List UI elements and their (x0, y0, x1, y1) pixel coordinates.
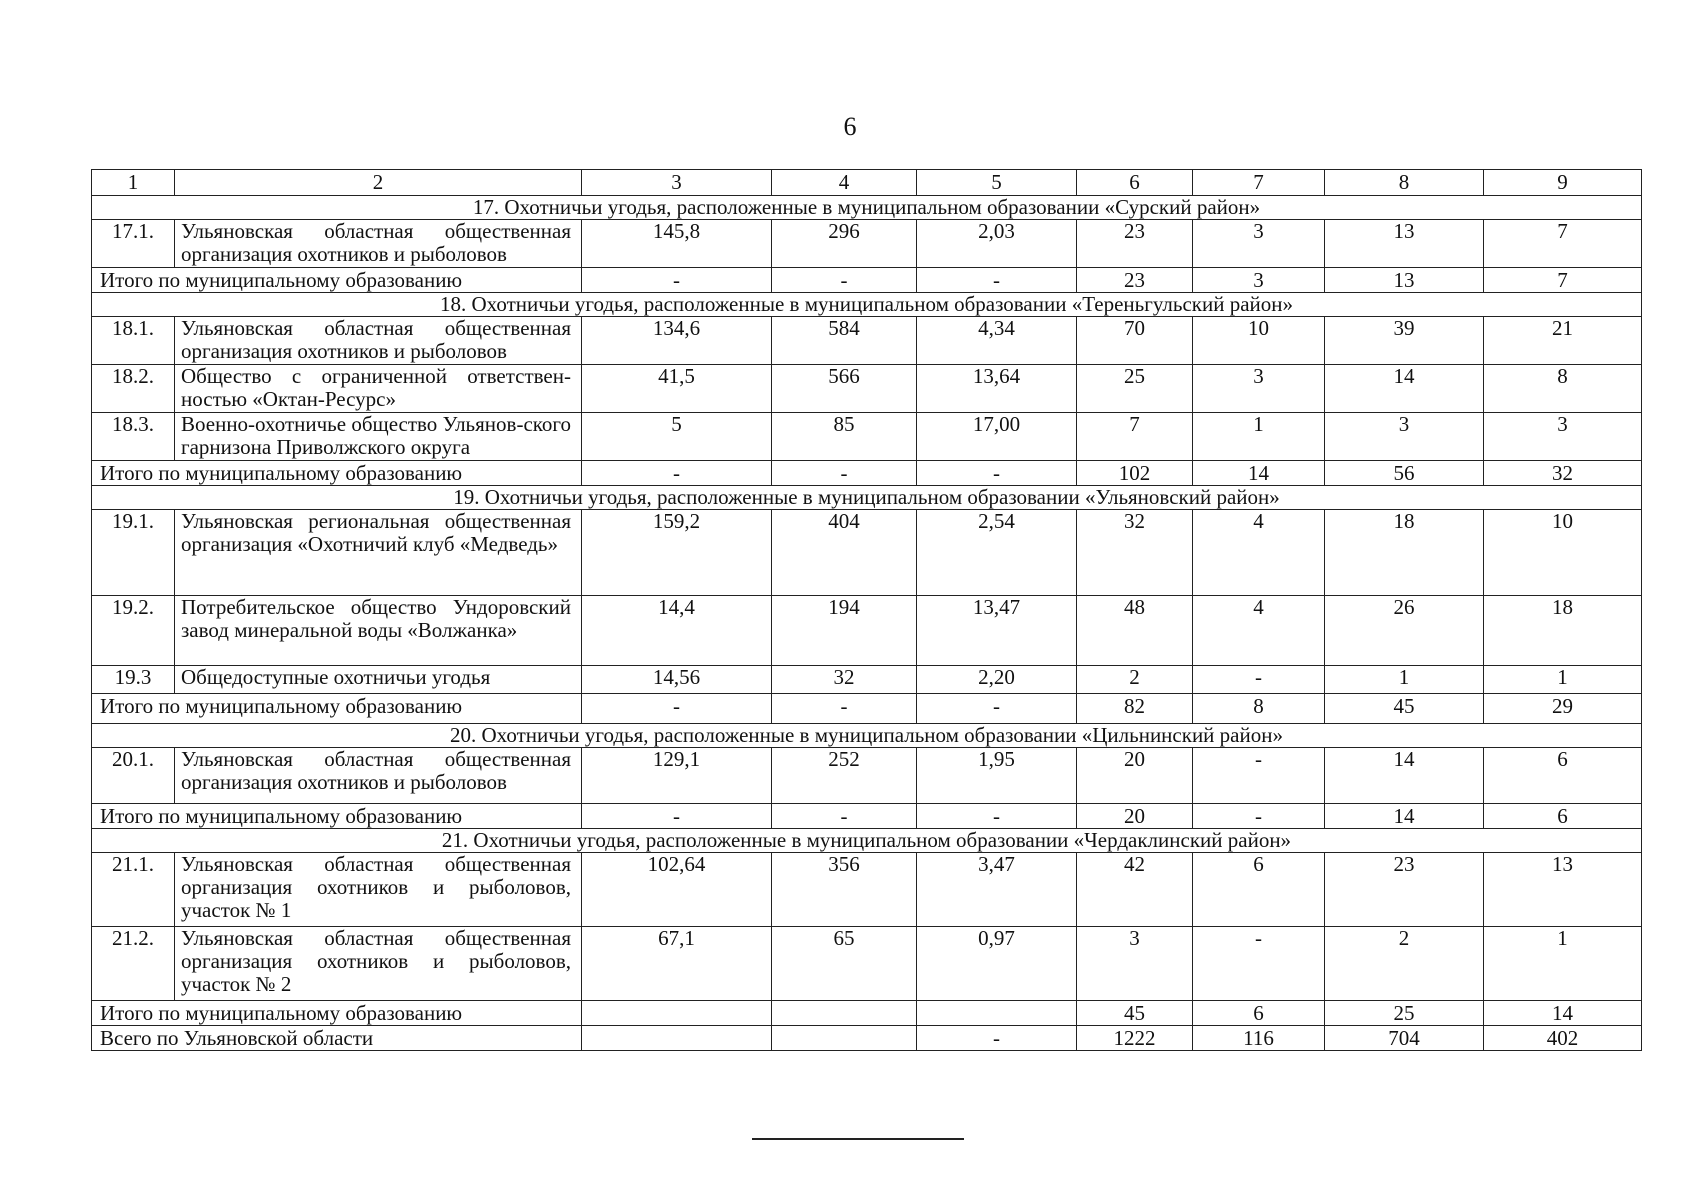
organization-name: Общество с ограниченной ответствен-ностью «Октан-Ресурс» (175, 365, 582, 413)
table-row (92, 510, 1642, 596)
cell-col3 (582, 1026, 772, 1051)
cell-col9: 7 (1484, 220, 1642, 268)
subtotal-label: Итого по муниципальному образованию (92, 694, 582, 724)
subtotal-label: Итого по муниципальному образованию (92, 268, 582, 293)
cell-col7: - (1193, 804, 1325, 829)
table-row (92, 853, 1642, 927)
cell-col5: 2,03 (917, 220, 1077, 268)
column-header: 7 (1193, 170, 1325, 196)
cell-col7: 3 (1193, 220, 1325, 268)
cell-col6: 1222 (1077, 1026, 1193, 1051)
cell-col7: 8 (1193, 694, 1325, 724)
cell-col5 (917, 1001, 1077, 1026)
cell-col3: 67,1 (582, 927, 772, 1001)
hunting-grounds-table (91, 169, 1642, 1051)
cell-col9: 21 (1484, 317, 1642, 365)
table-row (92, 317, 1642, 365)
cell-col3: 14,56 (582, 666, 772, 694)
cell-col8: 23 (1325, 853, 1484, 927)
cell-col3: - (582, 804, 772, 829)
section-title: 21. Охотничьи угодья, расположенные в муниципальном образовании «Чердаклинский район» (92, 829, 1642, 853)
row-number: 18.2. (92, 365, 175, 413)
cell-col8: 14 (1325, 804, 1484, 829)
cell-col8: 13 (1325, 268, 1484, 293)
cell-col3: 102,64 (582, 853, 772, 927)
cell-col4: - (772, 804, 917, 829)
cell-col9: 8 (1484, 365, 1642, 413)
row-number: 19.1. (92, 510, 175, 596)
cell-col5: 13,64 (917, 365, 1077, 413)
cell-col8: 45 (1325, 694, 1484, 724)
cell-col4: 194 (772, 596, 917, 666)
organization-name: Военно-охотничье общество Ульянов-ского гарнизона Приволжского округа (175, 413, 582, 461)
row-number: 21.1. (92, 853, 175, 927)
column-header: 8 (1325, 170, 1484, 196)
cell-col5: 17,00 (917, 413, 1077, 461)
row-number: 17.1. (92, 220, 175, 268)
section-title-row (92, 486, 1642, 510)
cell-col8: 13 (1325, 220, 1484, 268)
cell-col7: - (1193, 748, 1325, 804)
cell-col9: 1 (1484, 927, 1642, 1001)
subtotal-label: Итого по муниципальному образованию (92, 804, 582, 829)
cell-col4: 252 (772, 748, 917, 804)
cell-col3: 129,1 (582, 748, 772, 804)
cell-col4: - (772, 461, 917, 486)
table-row (92, 220, 1642, 268)
table-row (92, 927, 1642, 1001)
cell-col5: 2,20 (917, 666, 1077, 694)
cell-col4: - (772, 694, 917, 724)
cell-col6: 7 (1077, 413, 1193, 461)
cell-col5: - (917, 268, 1077, 293)
column-number-row (92, 170, 1642, 196)
cell-col5: 0,97 (917, 927, 1077, 1001)
column-header: 1 (92, 170, 175, 196)
cell-col6: 20 (1077, 748, 1193, 804)
cell-col6: 102 (1077, 461, 1193, 486)
organization-name: Ульяновская областная общественная организация охотников и рыболовов, участок № 2 (175, 927, 582, 1001)
table-row (92, 365, 1642, 413)
cell-col3: - (582, 268, 772, 293)
section-title-row (92, 829, 1642, 853)
cell-col9: 3 (1484, 413, 1642, 461)
cell-col6: 48 (1077, 596, 1193, 666)
cell-col7: 1 (1193, 413, 1325, 461)
cell-col5: 4,34 (917, 317, 1077, 365)
cell-col8: 14 (1325, 748, 1484, 804)
cell-col6: 23 (1077, 268, 1193, 293)
cell-col8: 26 (1325, 596, 1484, 666)
cell-col9: 6 (1484, 748, 1642, 804)
cell-col7: 4 (1193, 596, 1325, 666)
cell-col6: 25 (1077, 365, 1193, 413)
cell-col7: 14 (1193, 461, 1325, 486)
cell-col5: 3,47 (917, 853, 1077, 927)
cell-col4: 32 (772, 666, 917, 694)
cell-col9: 13 (1484, 853, 1642, 927)
cell-col3: - (582, 461, 772, 486)
cell-col3: 159,2 (582, 510, 772, 596)
cell-col4: - (772, 268, 917, 293)
cell-col9: 6 (1484, 804, 1642, 829)
subtotal-row (92, 694, 1642, 724)
row-number: 18.1. (92, 317, 175, 365)
cell-col7: 6 (1193, 1001, 1325, 1026)
cell-col7: 6 (1193, 853, 1325, 927)
page-number: 6 (843, 112, 857, 141)
organization-name: Ульяновская областная общественная организация охотников и рыболовов (175, 748, 582, 804)
column-header: 5 (917, 170, 1077, 196)
cell-col3: 134,6 (582, 317, 772, 365)
subtotal-label: Итого по муниципальному образованию (92, 1001, 582, 1026)
column-header: 2 (175, 170, 582, 196)
cell-col8: 39 (1325, 317, 1484, 365)
cell-col4: 404 (772, 510, 917, 596)
row-number: 18.3. (92, 413, 175, 461)
cell-col5: - (917, 694, 1077, 724)
cell-col8: 14 (1325, 365, 1484, 413)
cell-col8: 1 (1325, 666, 1484, 694)
cell-col4: 356 (772, 853, 917, 927)
cell-col4: 296 (772, 220, 917, 268)
cell-col9: 32 (1484, 461, 1642, 486)
section-title: 17. Охотничьи угодья, расположенные в муниципальном образовании «Сурский район» (92, 196, 1642, 220)
cell-col3: 5 (582, 413, 772, 461)
cell-col7: - (1193, 927, 1325, 1001)
cell-col6: 20 (1077, 804, 1193, 829)
cell-col5: - (917, 461, 1077, 486)
column-header: 9 (1484, 170, 1642, 196)
section-title: 20. Охотничьи угодья, расположенные в муниципальном образовании «Цильнинский район» (92, 724, 1642, 748)
cell-col3: 145,8 (582, 220, 772, 268)
cell-col3 (582, 1001, 772, 1026)
cell-col7: 116 (1193, 1026, 1325, 1051)
organization-name: Общедоступные охотничьи угодья (175, 666, 582, 694)
column-header: 4 (772, 170, 917, 196)
organization-name: Ульяновская областная общественная организация охотников и рыболовов (175, 220, 582, 268)
cell-col7: - (1193, 666, 1325, 694)
cell-col6: 32 (1077, 510, 1193, 596)
cell-col9: 29 (1484, 694, 1642, 724)
section-title-row (92, 724, 1642, 748)
cell-col8: 25 (1325, 1001, 1484, 1026)
cell-col3: - (582, 694, 772, 724)
cell-col3: 41,5 (582, 365, 772, 413)
cell-col7: 3 (1193, 365, 1325, 413)
organization-name: Ульяновская областная общественная организация охотников и рыболовов (175, 317, 582, 365)
subtotal-row (92, 1001, 1642, 1026)
section-title-row (92, 293, 1642, 317)
cell-col9: 1 (1484, 666, 1642, 694)
cell-col7: 3 (1193, 268, 1325, 293)
cell-col6: 45 (1077, 1001, 1193, 1026)
cell-col4: 85 (772, 413, 917, 461)
grand-total-row (92, 1026, 1642, 1051)
subtotal-label: Итого по муниципальному образованию (92, 461, 582, 486)
cell-col7: 10 (1193, 317, 1325, 365)
cell-col9: 10 (1484, 510, 1642, 596)
cell-col6: 70 (1077, 317, 1193, 365)
section-title: 18. Охотничьи угодья, расположенные в муниципальном образовании «Тереньгульский район» (92, 293, 1642, 317)
section-title: 19. Охотничьи угодья, расположенные в муниципальном образовании «Ульяновский район» (92, 486, 1642, 510)
table-row (92, 666, 1642, 694)
organization-name: Ульяновская областная общественная организация охотников и рыболовов, участок № 1 (175, 853, 582, 927)
row-number: 20.1. (92, 748, 175, 804)
cell-col4 (772, 1001, 917, 1026)
table-row (92, 748, 1642, 804)
table-row (92, 413, 1642, 461)
section-title-row (92, 196, 1642, 220)
cell-col8: 3 (1325, 413, 1484, 461)
cell-col9: 18 (1484, 596, 1642, 666)
cell-col7: 4 (1193, 510, 1325, 596)
cell-col4: 584 (772, 317, 917, 365)
organization-name: Ульяновская региональная общественная организация «Охотничий клуб «Медведь» (175, 510, 582, 596)
cell-col8: 704 (1325, 1026, 1484, 1051)
cell-col4: 566 (772, 365, 917, 413)
subtotal-row (92, 461, 1642, 486)
cell-col5: 13,47 (917, 596, 1077, 666)
row-number: 19.3 (92, 666, 175, 694)
cell-col6: 82 (1077, 694, 1193, 724)
cell-col5: 2,54 (917, 510, 1077, 596)
table-row (92, 596, 1642, 666)
row-number: 21.2. (92, 927, 175, 1001)
row-number: 19.2. (92, 596, 175, 666)
cell-col4: 65 (772, 927, 917, 1001)
cell-col8: 18 (1325, 510, 1484, 596)
column-header: 6 (1077, 170, 1193, 196)
organization-name: Потребительское общество Ундоровский завод минеральной воды «Волжанка» (175, 596, 582, 666)
cell-col5: 1,95 (917, 748, 1077, 804)
subtotal-row (92, 268, 1642, 293)
cell-col8: 56 (1325, 461, 1484, 486)
cell-col6: 2 (1077, 666, 1193, 694)
cell-col9: 402 (1484, 1026, 1642, 1051)
cell-col9: 7 (1484, 268, 1642, 293)
cell-col9: 14 (1484, 1001, 1642, 1026)
cell-col5: - (917, 1026, 1077, 1051)
cell-col5: - (917, 804, 1077, 829)
cell-col3: 14,4 (582, 596, 772, 666)
footer-divider (752, 1138, 964, 1140)
cell-col4 (772, 1026, 917, 1051)
column-header: 3 (582, 170, 772, 196)
cell-col6: 23 (1077, 220, 1193, 268)
cell-col8: 2 (1325, 927, 1484, 1001)
grand-total-label: Всего по Ульяновской области (92, 1026, 582, 1051)
subtotal-row (92, 804, 1642, 829)
cell-col6: 3 (1077, 927, 1193, 1001)
cell-col6: 42 (1077, 853, 1193, 927)
